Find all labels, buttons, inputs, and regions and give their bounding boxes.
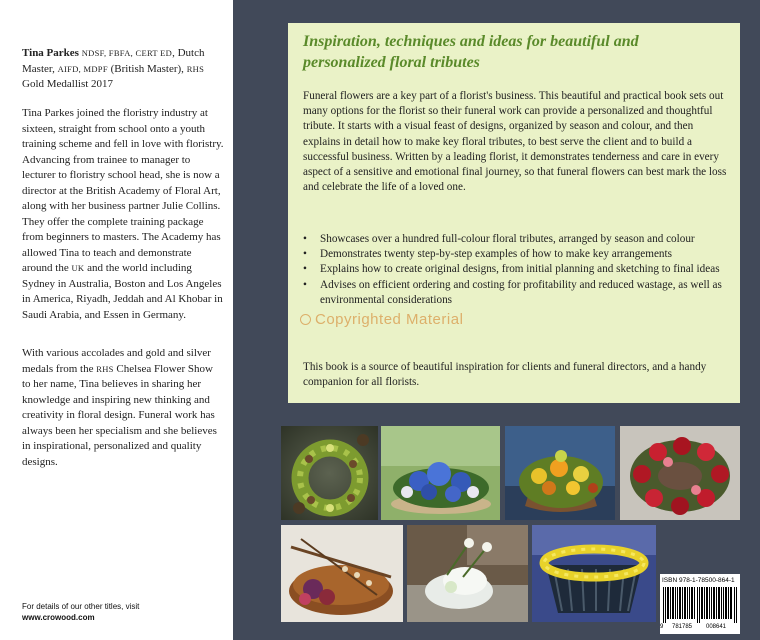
- author-quals-2: AIFD, MDPF: [57, 63, 108, 74]
- barcode-icon: [663, 587, 737, 623]
- photo-autumn-basket-image: [505, 426, 615, 520]
- author-bio-paragraph-1: [22, 106, 224, 323]
- photo-cinnamon-tribute: [281, 525, 403, 622]
- author-quals-3: RHS: [186, 63, 205, 74]
- photo-blue-basket: [381, 426, 500, 520]
- bullet-icon: •: [303, 278, 307, 291]
- publisher-url[interactable]: www.crowood.com: [22, 613, 95, 622]
- bio-p2-a: With various accolades and gold and silver medals from the: [22, 347, 211, 375]
- blurb-panel: [288, 23, 740, 403]
- copyright-watermark: [300, 311, 463, 328]
- blurb-headline: Inspiration, techniques and ideas for beautiful and personalized floral tributes: [303, 33, 639, 71]
- photo-red-wreath-image: [620, 426, 740, 520]
- photo-cinnamon-tribute-image: [281, 525, 403, 622]
- isbn-number: ISBN 978-1-78500-864-1: [662, 577, 735, 584]
- photo-white-tribute: [407, 525, 528, 622]
- bio-p1-uk: UK: [71, 263, 85, 273]
- photo-moss-wreath: [281, 426, 378, 520]
- feature-text: Demonstrates twenty step-by-step examples of how to make key arrangements: [320, 248, 672, 261]
- feature-item: [303, 262, 731, 277]
- photo-white-tribute-image: [407, 525, 528, 622]
- feature-item: [303, 232, 731, 247]
- photo-yellow-ring: [532, 525, 656, 622]
- bullet-icon: •: [303, 263, 307, 276]
- bio-p1-a: Tina Parkes joined the floristry industry at sixteen, straight from school onto a youth training scheme and fell in love with floristry. Advancing from trainee to manager to lecturer to floristry school head, she is now a director at the British Academy of Floral Art, along with her business partner Julie Collins. They offer the complete training package from beginners to masters. The Academy has allowed Tina to teach and demonstrate around the: [22, 107, 224, 274]
- bullet-icon: •: [303, 233, 307, 245]
- photo-red-wreath: [620, 426, 740, 520]
- publisher-footer: [22, 601, 227, 623]
- barcode-digit-1: 9: [660, 624, 664, 630]
- author-bio-paragraph-2: [22, 346, 224, 470]
- author-text-2: (British Master),: [107, 62, 184, 75]
- blurb-closing: This book is a source of beautiful inspiration for clients and funeral directors, and a handy companion for all florists.: [303, 361, 707, 389]
- feature-text: Advises on efficient ordering and costing for profitability and reduced wastage, as well as environmental considerations: [320, 278, 722, 306]
- bio-p2-rhs: RHS: [96, 363, 114, 374]
- author-column: [0, 0, 233, 640]
- feature-text: Showcases over a hundred full-colour floral tributes, arranged by season and colour: [320, 233, 695, 245]
- photo-yellow-ring-image: [532, 525, 656, 622]
- footer-line: For details of our other titles, visit: [22, 602, 140, 611]
- photo-moss-wreath-image: [281, 426, 378, 520]
- barcode-group-2: 008641: [706, 624, 727, 630]
- blurb-description: Funeral flowers are a key part of a florist's business. This beautiful and practical book sets out many options for the florist so their funeral work can provide a personalized and thoughtful tribute. It starts with a visual feast of designs, organized by season and colour, and then explains in detail how to make key floral tributes, to best serve the client and to build a successful business. Written by a leading florist, it demonstrates tenderness and care in every aspect of a sensitive and emotional final journey, so that funeral flowers can best mark the loss and celebrate the life of a loved one.: [303, 90, 727, 194]
- barcode-panel: [660, 574, 740, 634]
- barcode-group-1: 781785: [672, 624, 693, 630]
- bio-p2-b: Chelsea Flower Show to her name, Tina believes in sharing her knowledge and inspiring new thinking and creativity in floral design. Funeral work has always been her specialism and she believes in inspirational, personalized and quality designs.: [22, 362, 217, 468]
- author-text-1: , Dutch Master,: [22, 47, 205, 75]
- author-text-3: Gold Medallist 2017: [22, 78, 114, 90]
- author-quals-1: NDSF, FBFA, CERT ED: [81, 48, 173, 58]
- author-name: Tina Parkes: [22, 47, 79, 59]
- feature-text: Explains how to create original designs, from initial planning and sketching to final ideas: [320, 263, 720, 276]
- watermark-text: Copyrighted Material: [315, 311, 464, 328]
- feature-item: [303, 247, 731, 262]
- copyright-icon: [300, 314, 311, 325]
- bullet-icon: •: [303, 248, 307, 261]
- feature-list: [303, 232, 731, 308]
- photo-autumn-basket: [505, 426, 615, 520]
- photo-blue-basket-image: [381, 426, 500, 520]
- bio-p1-b: and the world including Sydney in Australia, Boston and Los Angeles in America, Riyadh, Jeddah and Al Khobar in Saudi Arabia, and Essen in Germany.: [22, 262, 223, 321]
- author-credentials: [22, 46, 222, 93]
- feature-item: [303, 278, 731, 308]
